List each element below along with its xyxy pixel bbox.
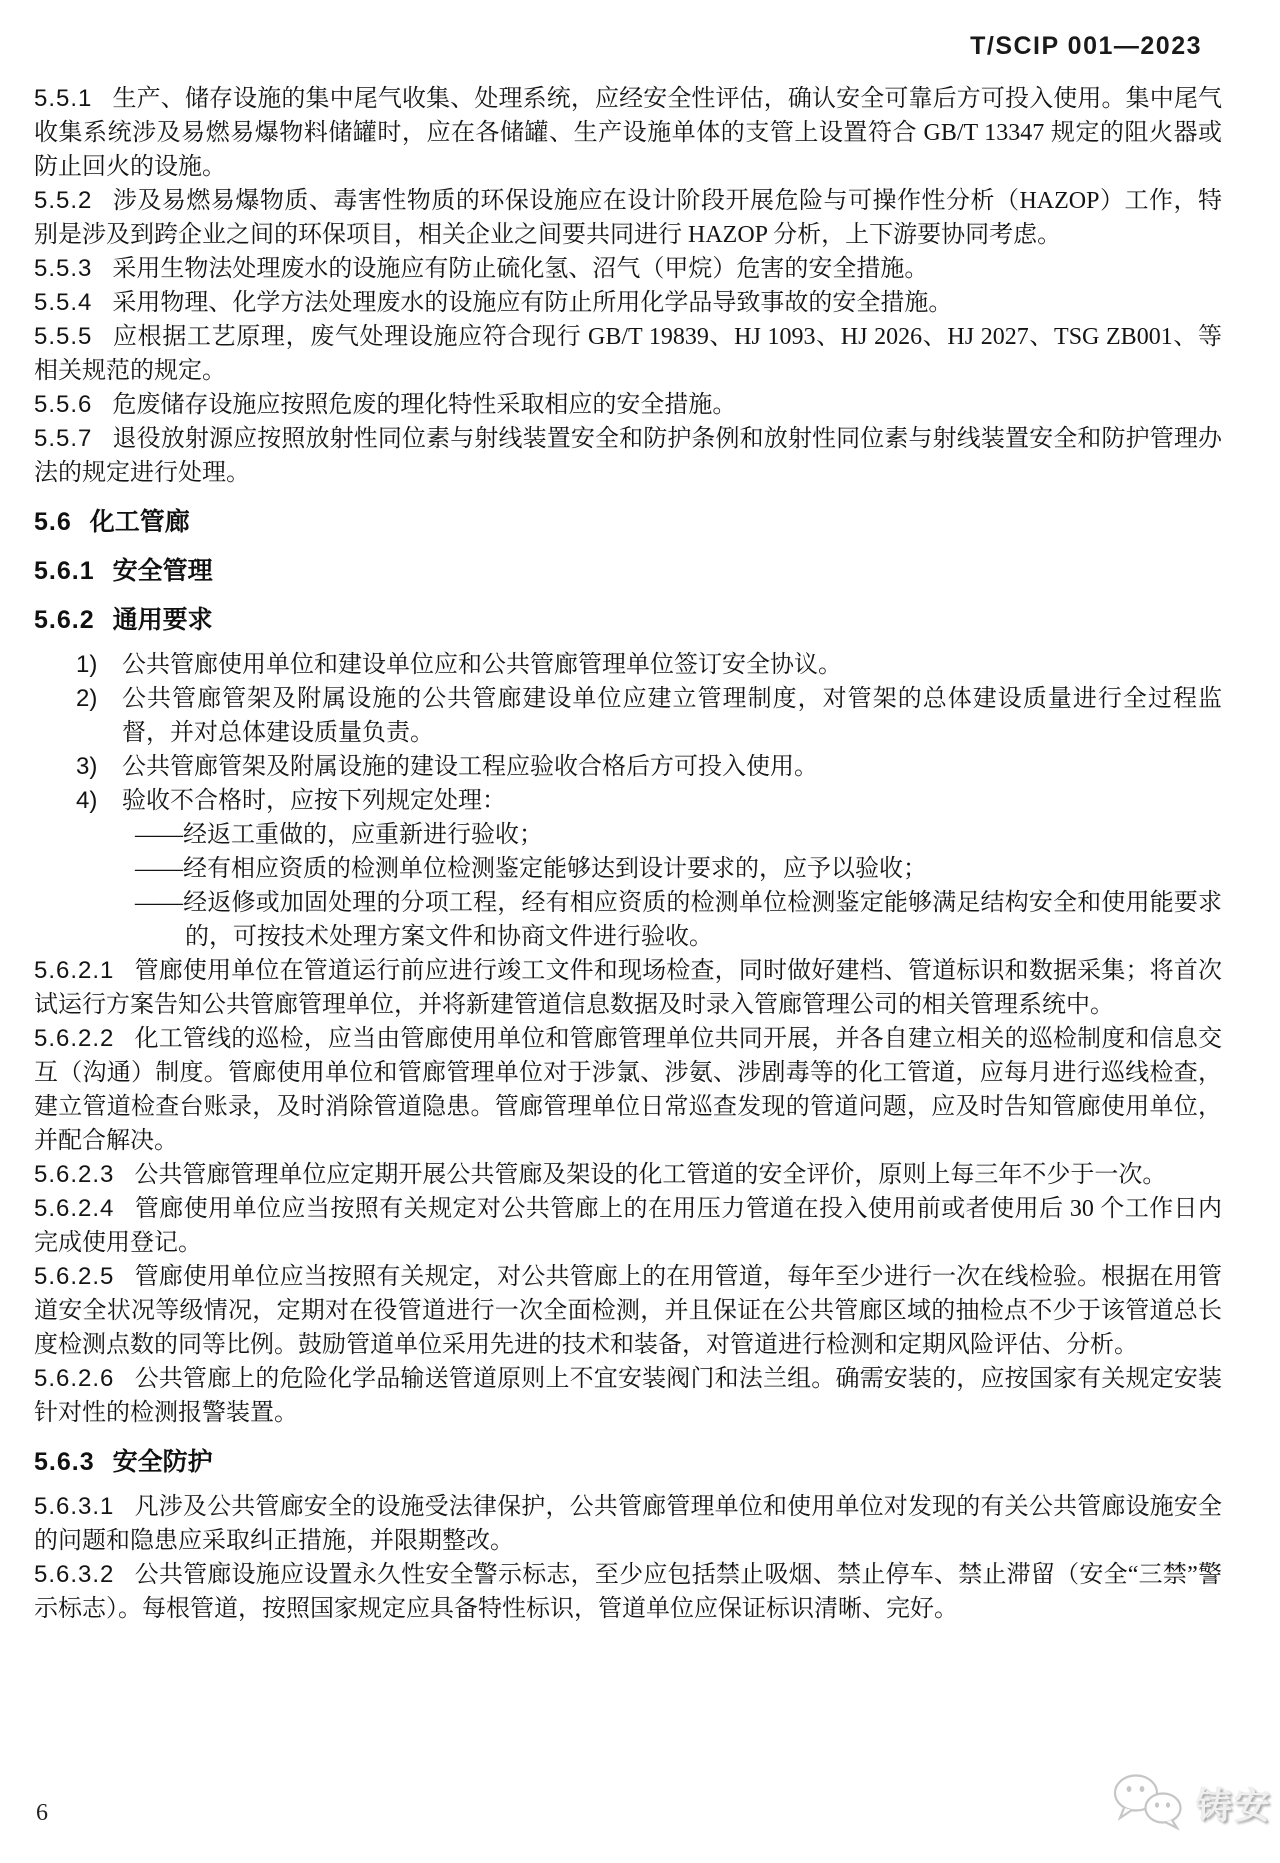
clause-5-5-5	[34, 320, 1222, 388]
clause-5-6-2-2	[34, 1022, 1222, 1158]
dash-item-2: ——经有相应资质的检测单位检测鉴定能够达到设计要求的，应予以验收；	[135, 856, 927, 882]
clause-5-6-3-1	[34, 1490, 1222, 1558]
clause-5-6-2-5	[34, 1260, 1222, 1362]
heading-number: 5.6	[34, 508, 72, 536]
clause-number: 5.5.5	[34, 323, 93, 350]
clause-number: 5.5.6	[34, 391, 93, 418]
clause-number: 5.6.2.6	[34, 1365, 115, 1392]
clause-text: 公共管廊上的危险化学品输送管道原则上不宜安装阀门和法兰组。确需安装的，应按国家有关规定安装针对性的检测报警装置。	[34, 1366, 1222, 1426]
clause-5-6-2-3	[34, 1158, 1222, 1192]
clause-number: 5.5.4	[34, 289, 93, 316]
clause-number: 5.6.3.1	[34, 1493, 115, 1520]
heading-title: 通用要求	[112, 606, 213, 634]
list-item-number: 4)	[76, 787, 98, 814]
clause-text: 应根据工艺原理，废气处理设施应符合现行 GB/T 19839、HJ 1093、HJ 2026、HJ 2027、TSG ZB001、等相关规范的规定。	[34, 324, 1222, 384]
clause-number: 5.6.2.2	[34, 1025, 115, 1052]
wechat-bubbles-icon	[1110, 1770, 1188, 1837]
clause-5-5-4	[34, 286, 1222, 320]
clause-text: 退役放射源应按照放射性同位素与射线装置安全和防护条例和放射性同位素与射线装置安全和防护管理办法的规定进行处理。	[34, 426, 1222, 486]
heading-5-6-2	[34, 603, 1222, 637]
heading-number: 5.6.2	[34, 606, 95, 634]
list-item-4	[34, 784, 1222, 818]
clause-5-5-6	[34, 388, 1222, 422]
clause-text: 管廊使用单位在管道运行前应进行竣工文件和现场检查，同时做好建档、管道标识和数据采集；将首次试运行方案告知公共管廊管理单位，并将新建管道信息数据及时录入管廊管理公司的相关管理系统中。	[34, 958, 1222, 1018]
heading-number: 5.6.1	[34, 557, 95, 585]
clause-number: 5.5.2	[34, 187, 93, 214]
clause-5-6-2-6	[34, 1362, 1222, 1430]
heading-5-6	[34, 505, 1222, 539]
clause-text: 管廊使用单位应当按照有关规定对公共管廊上的在用压力管道在投入使用前或者使用后 30 个工作日内完成使用登记。	[34, 1196, 1222, 1256]
clause-text: 采用物理、化学方法处理废水的设施应有防止所用化学品导致事故的安全措施。	[112, 290, 953, 316]
clause-text: 凡涉及公共管廊安全的设施受法律保护，公共管廊管理单位和使用单位对发现的有关公共管廊设施安全的问题和隐患应采取纠正措施，并限期整改。	[34, 1494, 1222, 1554]
clause-number: 5.6.2.4	[34, 1195, 115, 1222]
heading-number: 5.6.3	[34, 1448, 95, 1476]
dash-item-1: ——经返工重做的，应重新进行验收；	[135, 822, 543, 848]
clause-text: 生产、储存设施的集中尾气收集、处理系统，应经安全性评估，确认安全可靠后方可投入使用。集中尾气收集系统涉及易燃易爆物料储罐时，应在各储罐、生产设施单体的支管上设置符合 GB/T 13347 规定的阻火器或防止回火的设施。	[34, 86, 1222, 180]
clause-text: 危废储存设施应按照危废的理化特性采取相应的安全措施。	[112, 392, 737, 418]
clause-number: 5.6.2.1	[34, 957, 115, 984]
clause-number: 5.6.2.3	[34, 1161, 115, 1188]
clause-text: 采用生物法处理废水的设施应有防止硫化氢、沼气（甲烷）危害的安全措施。	[112, 256, 929, 282]
clause-5-5-3	[34, 252, 1222, 286]
clause-number: 5.5.1	[34, 85, 93, 112]
heading-5-6-1	[34, 554, 1222, 588]
list-item-2	[34, 682, 1222, 750]
doc-code-header: T/SCIP 001—2023	[970, 32, 1202, 60]
list-item-number: 3)	[76, 753, 98, 780]
clause-number: 5.6.3.2	[34, 1561, 115, 1588]
list-item-text: 公共管廊管架及附属设施的建设工程应验收合格后方可投入使用。	[122, 754, 818, 780]
list-item-1	[34, 648, 1222, 682]
clause-5-6-3-2	[34, 1558, 1222, 1626]
list-item-text: 公共管廊使用单位和建设单位应和公共管廊管理单位签订安全协议。	[122, 652, 842, 678]
clause-number: 5.6.2.5	[34, 1263, 115, 1290]
watermark	[1110, 1770, 1272, 1837]
list-item-3	[34, 750, 1222, 784]
document-body	[34, 82, 1222, 1626]
clause-number: 5.5.7	[34, 425, 93, 452]
clause-text: 化工管线的巡检，应当由管廊使用单位和管廊管理单位共同开展，并各自建立相关的巡检制度和信息交互（沟通）制度。管廊使用单位和管廊管理单位对于涉氯、涉氨、涉剧毒等的化工管道，应每月进行巡线检查，建立管道检查台账录，及时消除管道隐患。管廊管理单位日常巡查发现的管道问题，应及时告知管廊使用单位，并配合解决。	[34, 1026, 1222, 1154]
clause-text: 公共管廊管理单位应定期开展公共管廊及架设的化工管道的安全评价，原则上每三年不少于一次。	[134, 1162, 1167, 1188]
list-item-text: 公共管廊管架及附属设施的公共管廊建设单位应建立管理制度，对管架的总体建设质量进行全过程监督，并对总体建设质量负责。	[122, 686, 1222, 746]
clause-5-6-2-4	[34, 1192, 1222, 1260]
clause-text: 涉及易燃易爆物质、毒害性物质的环保设施应在设计阶段开展危险与可操作性分析（HAZOP）工作，特别是涉及到跨企业之间的环保项目，相关企业之间要共同进行 HAZOP 分析，上下游要协同考虑。	[34, 188, 1222, 248]
page-number: 6	[36, 1800, 48, 1826]
watermark-text: 铸安	[1195, 1785, 1272, 1826]
dash-item-3: ——经返修或加固处理的分项工程，经有相应资质的检测单位检测鉴定能够满足结构安全和使用能要求的，可按技术处理方案文件和协商文件进行验收。	[135, 890, 1222, 950]
heading-title: 安全防护	[112, 1448, 213, 1476]
list-item-text: 验收不合格时，应按下列规定处理：	[122, 788, 506, 814]
clause-5-5-2	[34, 184, 1222, 252]
clause-5-5-7	[34, 422, 1222, 490]
list-item-number: 1)	[76, 651, 98, 678]
clause-number: 5.5.3	[34, 255, 93, 282]
clause-5-6-2-1	[34, 954, 1222, 1022]
heading-title: 安全管理	[112, 557, 213, 585]
clause-text: 管廊使用单位应当按照有关规定，对公共管廊上的在用管道，每年至少进行一次在线检验。根据在用管道安全状况等级情况，定期对在役管道进行一次全面检测，并且保证在公共管廊区域的抽检点不少于该管道总长度检测点数的同等比例。鼓励管道单位采用先进的技术和装备，对管道进行检测和定期风险评估、分析。	[34, 1264, 1222, 1358]
heading-5-6-3	[34, 1445, 1222, 1479]
clause-text: 公共管廊设施应设置永久性安全警示标志，至少应包括禁止吸烟、禁止停车、禁止滞留（安全“三禁”警示标志）。每根管道，按照国家规定应具备特性标识，管道单位应保证标识清晰、完好。	[34, 1562, 1222, 1622]
clause-5-5-1	[34, 82, 1222, 184]
heading-title: 化工管廊	[89, 508, 190, 536]
list-item-number: 2)	[76, 685, 98, 712]
